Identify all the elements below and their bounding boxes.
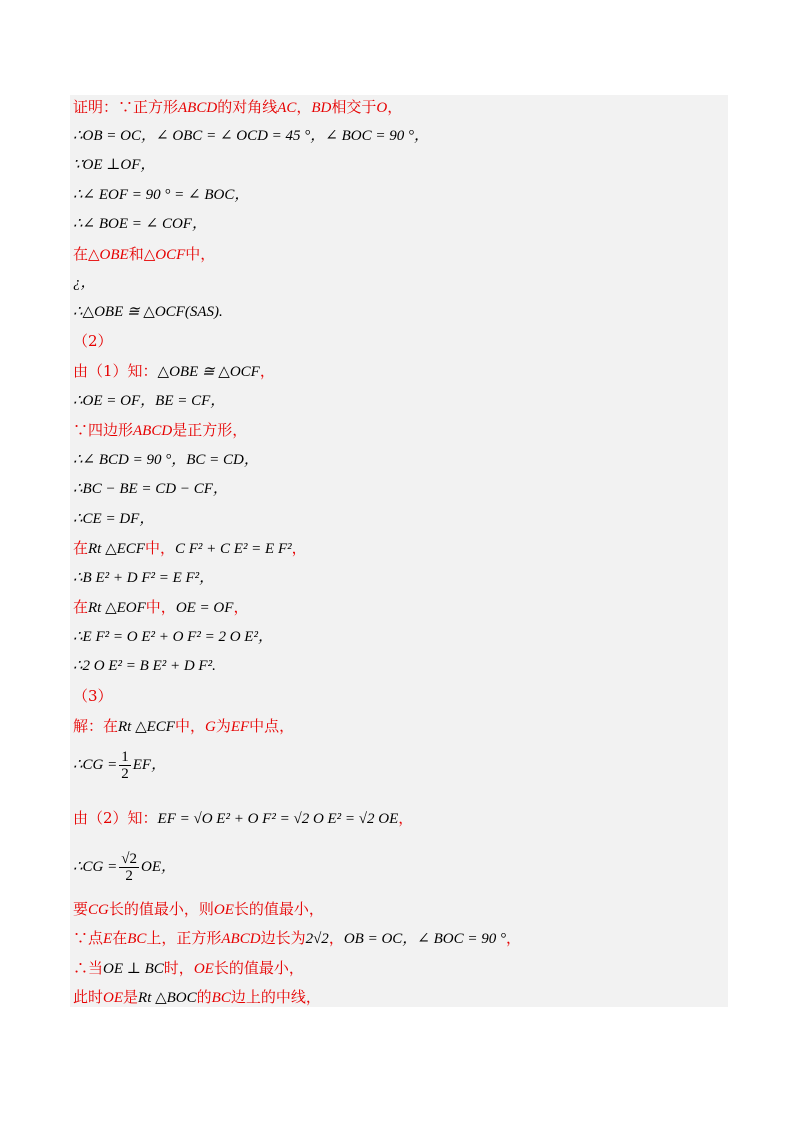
fraction-root2-over-2: $\frac{√2}{2}$	[121, 851, 137, 885]
part-2-line-10: ∴E F² = O E² + O F² = 2 O E²，	[73, 629, 273, 645]
proof-line-3: ∵OE ⊥OF，	[73, 157, 156, 173]
part-3-line-6: ∵点E在BC上，正方形ABCD边长为2√2，OB = OC，∠ BOC = 90 °，	[73, 929, 521, 947]
proof-line-2: ∴OB = OC，∠ OBC = ∠ OCD = 45 °，∠ BOC = 90 °，	[73, 128, 429, 144]
proof-line-5: ∴∠ BOE = ∠ COF，	[73, 216, 207, 232]
part-2-line-3: ∵四边形ABCD是正方形，	[73, 421, 248, 439]
part-3-line-4: ∴CG = $\frac{√2}{2}$ OE，	[73, 851, 176, 885]
part-3-label: （3）	[73, 687, 113, 705]
proof-line-6: 在△OBE和△OCF中，	[73, 245, 216, 263]
part-3-line-5: 要CG长的值最小，则OE长的值最小，	[73, 900, 324, 918]
part-3-line-3: 由（2）知：EF = √O E² + O F² = √2 O E² = √2 OE，	[73, 809, 414, 827]
part-2-label: （2）	[73, 332, 113, 350]
proof-line-8: ∴△OBE ≅ △OCF(SAS).	[73, 304, 223, 320]
part-2-line-11: ∴2 O E² = B E² + D F².	[73, 658, 216, 674]
part-2-line-6: ∴CE = DF，	[73, 511, 155, 527]
part-3-line-8: 此时OE是Rt △BOC的BC边上的中线，	[73, 988, 321, 1006]
part-3-line-1: 解：在Rt △ECF中，G为EF中点，	[73, 717, 295, 735]
part-2-line-9: 在Rt △EOF中，OE = OF，	[73, 598, 249, 616]
part-2-line-4: ∴∠ BCD = 90 °，BC = CD，	[73, 452, 259, 468]
part-2-line-8: ∴B E² + D F² = E F²，	[73, 570, 215, 586]
part-2-line-2: ∴OE = OF，BE = CF，	[73, 393, 226, 409]
part-2-line-5: ∴BC − BE = CD − CF，	[73, 481, 228, 497]
part-2-line-1: 由（1）知：△OBE ≅ △OCF，	[73, 362, 275, 380]
proof-line-1: 证明：∵正方形ABCD的对角线AC，BD相交于O，	[73, 98, 403, 116]
part-3-line-2: ∴CG = $\frac{1}{2}$ EF，	[73, 749, 167, 783]
fraction-one-half: $\frac{1}{2}$	[121, 749, 129, 783]
proof-line-4: ∴∠ EOF = 90 ° = ∠ BOC，	[73, 187, 250, 203]
proof-line-7: ¿，	[73, 275, 96, 291]
part-2-line-7: 在Rt △ECF中，C F² + C E² = E F²，	[73, 539, 307, 557]
part-3-line-7: ∴当OE ⊥ BC时，OE长的值最小，	[73, 959, 304, 977]
